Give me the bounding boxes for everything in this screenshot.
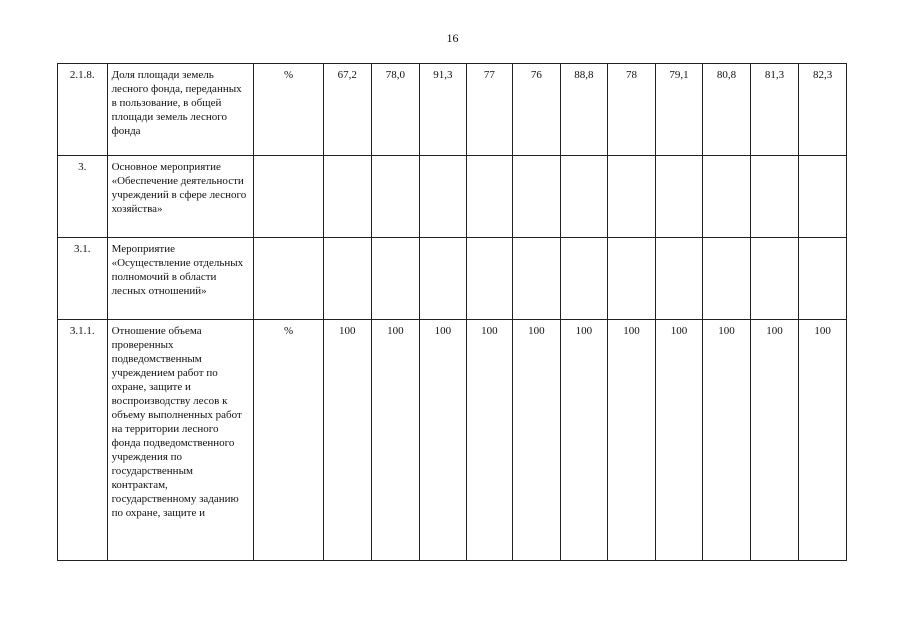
value-cell: 79,1 bbox=[655, 64, 703, 156]
value-cell: 100 bbox=[703, 320, 751, 561]
row-number: 2.1.8. bbox=[58, 64, 108, 156]
value-cell bbox=[655, 238, 703, 320]
value-cell: 100 bbox=[420, 320, 467, 561]
value-cell bbox=[750, 156, 799, 238]
value-cell bbox=[655, 156, 703, 238]
value-cell bbox=[703, 238, 751, 320]
row-number: 3.1.1. bbox=[58, 320, 108, 561]
indicators-table bbox=[57, 63, 847, 561]
value-cell: 100 bbox=[655, 320, 703, 561]
value-cell bbox=[324, 156, 372, 238]
value-cell bbox=[799, 238, 847, 320]
value-cell bbox=[371, 156, 420, 238]
value-cell: 67,2 bbox=[324, 64, 372, 156]
value-cell bbox=[608, 156, 656, 238]
value-cell: 100 bbox=[560, 320, 608, 561]
value-cell bbox=[560, 238, 608, 320]
value-cell: 100 bbox=[513, 320, 561, 561]
row-number: 3. bbox=[58, 156, 108, 238]
table-row bbox=[58, 320, 847, 561]
value-cell bbox=[703, 156, 751, 238]
value-cell: 80,8 bbox=[703, 64, 751, 156]
unit-cell bbox=[254, 156, 324, 238]
value-cell: 100 bbox=[799, 320, 847, 561]
value-cell: 77 bbox=[466, 64, 513, 156]
row-number: 3.1. bbox=[58, 238, 108, 320]
indicator-name: Доля площади земель лесного фонда, переданных в пользование, в общей площади земель лесного фонда bbox=[107, 64, 254, 156]
value-cell bbox=[371, 238, 420, 320]
value-cell bbox=[799, 156, 847, 238]
value-cell bbox=[420, 238, 467, 320]
value-cell: 81,3 bbox=[750, 64, 799, 156]
value-cell: 78,0 bbox=[371, 64, 420, 156]
value-cell bbox=[324, 238, 372, 320]
table-row bbox=[58, 156, 847, 238]
value-cell bbox=[750, 238, 799, 320]
value-cell: 91,3 bbox=[420, 64, 467, 156]
value-cell: 78 bbox=[608, 64, 656, 156]
value-cell: 100 bbox=[466, 320, 513, 561]
table-row bbox=[58, 238, 847, 320]
value-cell: 100 bbox=[750, 320, 799, 561]
unit-cell: % bbox=[254, 320, 324, 561]
value-cell bbox=[513, 238, 561, 320]
table-row bbox=[58, 64, 847, 156]
value-cell: 88,8 bbox=[560, 64, 608, 156]
page-number: 16 bbox=[446, 31, 459, 45]
value-cell bbox=[560, 156, 608, 238]
value-cell: 100 bbox=[324, 320, 372, 561]
indicator-name: Отношение объема проверенных подведомственным учреждением работ по охране, защите и воспроизводству лесов к объему выполненных работ на территории лесного фонда подведомственного учреждения по государственным контрактам, государственному заданию по охране, защите и bbox=[107, 320, 254, 561]
value-cell bbox=[513, 156, 561, 238]
value-cell: 76 bbox=[513, 64, 561, 156]
value-cell: 100 bbox=[371, 320, 420, 561]
value-cell: 82,3 bbox=[799, 64, 847, 156]
value-cell bbox=[608, 238, 656, 320]
value-cell bbox=[420, 156, 467, 238]
unit-cell: % bbox=[254, 64, 324, 156]
value-cell: 100 bbox=[608, 320, 656, 561]
value-cell bbox=[466, 156, 513, 238]
indicator-name: Мероприятие «Осуществление отдельных полномочий в области лесных отношений» bbox=[107, 238, 254, 320]
indicator-name: Основное мероприятие «Обеспечение деятельности учреждений в сфере лесного хозяйства» bbox=[107, 156, 254, 238]
value-cell bbox=[466, 238, 513, 320]
unit-cell bbox=[254, 238, 324, 320]
